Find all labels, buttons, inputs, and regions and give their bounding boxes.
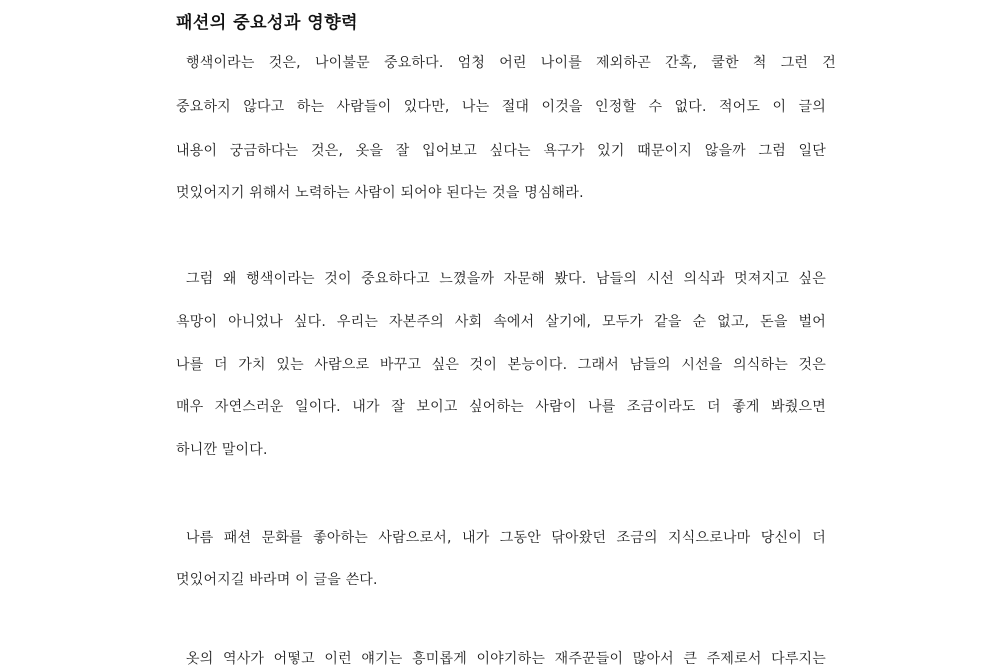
paragraph-line: 멋있어지길 바라며 이 글을 쓴다. xyxy=(176,572,378,588)
paragraph-line: 나름 패션 문화를 좋아하는 사람으로서, 내가 그동안 닦아왔던 조금의 지식으로나마 당신이 더 xyxy=(186,530,826,546)
paragraph-line: 나를 더 가치 있는 사람으로 바꾸고 싶은 것이 본능이다. 그래서 남들의 시선을 의식하는 것은 xyxy=(176,357,826,373)
paragraph-line: 욕망이 아니었나 싶다. 우리는 자본주의 사회 속에서 살기에, 모두가 같을 순 없고, 돈을 벌어 xyxy=(176,314,826,330)
document-title: 패션의 중요성과 영향력 xyxy=(176,13,359,33)
paragraph-line: 매우 자연스러운 일이다. 내가 잘 보이고 싶어하는 사람이 나를 조금이라도 더 좋게 봐줬으면 xyxy=(176,399,826,415)
paragraph-line: 멋있어지기 위해서 노력하는 사람이 되어야 된다는 것을 명심해라. xyxy=(176,185,584,201)
paragraph-line: 행색이라는 것은, 나이불문 중요하다. 엄청 어린 나이를 제외하곤 간혹, 쿨한 척 그런 건 xyxy=(186,55,836,71)
paragraph-line: 그럼 왜 행색이라는 것이 중요하다고 느꼈을까 자문해 봤다. 남들의 시선 의식과 멋져지고 싶은 xyxy=(186,271,826,287)
paragraph-line: 내용이 궁금하다는 것은, 옷을 잘 입어보고 싶다는 욕구가 있기 때문이지 않을까 그럼 일단 xyxy=(176,143,826,159)
paragraph-line: 중요하지 않다고 하는 사람들이 있다만, 나는 절대 이것을 인정할 수 없다. 적어도 이 글의 xyxy=(176,99,826,115)
paragraph-line: 하니깐 말이다. xyxy=(176,442,268,458)
paragraph-line: 옷의 역사가 어떻고 이런 얘기는 흥미롭게 이야기하는 재주꾼들이 많아서 큰 주제로서 다루지는 xyxy=(186,651,826,667)
